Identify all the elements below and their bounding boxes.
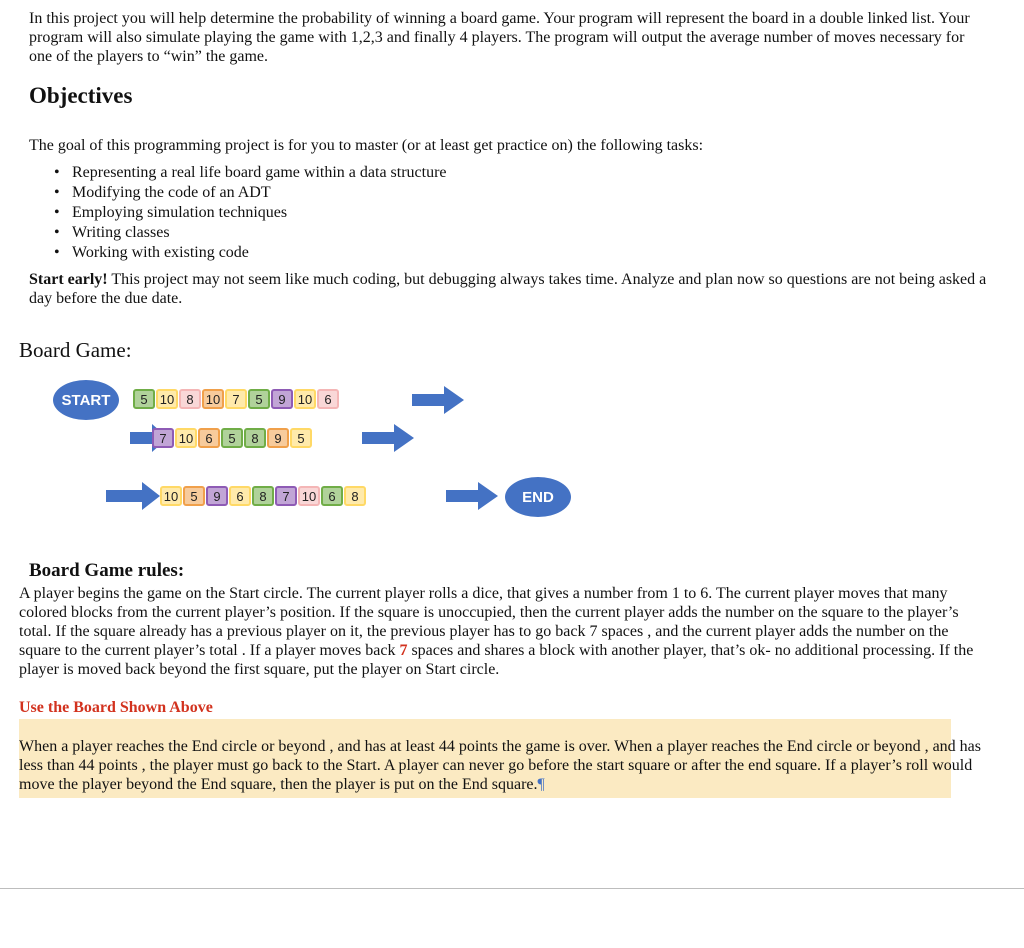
objectives-goal: The goal of this programming project is for you to master (or at least get practice on) the following tasks: <box>29 137 704 154</box>
arrow-right-icon <box>446 481 500 511</box>
rules-text-2: spaces and shares a block with another player, that’s ok- no additional processing. If the player is moved back beyond the first square, put the player on Start circle. <box>19 642 974 678</box>
start-early-text: This project may not seem like much coding, but debugging always takes time. Analyze and plan now so questions are not being asked a day before the due date. <box>29 271 987 307</box>
objective-item: • Writing classes <box>54 223 447 243</box>
board-square: 6 <box>229 486 251 506</box>
board-square: 6 <box>321 486 343 506</box>
objective-item: • Employing simulation techniques <box>54 203 447 223</box>
board-square: 10 <box>202 389 224 409</box>
rules-text-1: A player begins the game on the Start circle. The current player rolls a dice, that gives a number from 1 to 6. The current player moves that many colored blocks from the current player’s position. If the square is unoccupied, then the current player adds the number on the square to the player’s total. If the square already has a previous player on it, the previous player has to go back 7 spaces , and the current player adds the number on the square to the current player’s total . If a player moves back <box>19 585 959 659</box>
board-square: 9 <box>271 389 293 409</box>
board-row-3 <box>160 486 367 506</box>
objectives-heading: Objectives <box>29 83 133 108</box>
board-square: 5 <box>183 486 205 506</box>
end-label: END <box>522 488 554 506</box>
board-row-1 <box>133 389 340 409</box>
board-square: 5 <box>290 428 312 448</box>
objective-item: • Modifying the code of an ADT <box>54 183 447 203</box>
board-row-2 <box>152 428 313 448</box>
board-square: 5 <box>221 428 243 448</box>
start-early-paragraph <box>29 270 989 308</box>
rules-paragraph <box>19 584 984 679</box>
board-title: Board Game: <box>19 338 132 362</box>
board-square: 5 <box>133 389 155 409</box>
board-square: 9 <box>267 428 289 448</box>
board-square: 7 <box>275 486 297 506</box>
board-square: 6 <box>317 389 339 409</box>
objective-item: • Representing a real life board game within a data structure <box>54 163 447 183</box>
arrow-right-icon <box>106 481 162 511</box>
rules-heading: Board Game rules: <box>29 560 185 581</box>
end-rule-paragraph <box>19 737 984 794</box>
objectives-list <box>54 163 447 263</box>
end-rule-text: When a player reaches the End circle or beyond , and has at least 44 points the game is over. When a player reaches the End circle or beyond , and has less than 44 points , the player must go back to the Start. A player can never go before the start square or after the end square. If a player’s roll would move the player beyond the End square, then the player is put on the End square. <box>19 738 981 793</box>
use-board-note: Use the Board Shown Above <box>19 699 213 716</box>
board-square: 10 <box>156 389 178 409</box>
start-early-bold: Start early! <box>29 271 108 288</box>
board-square: 8 <box>179 389 201 409</box>
board-square: 5 <box>248 389 270 409</box>
board-square: 8 <box>252 486 274 506</box>
start-label: START <box>61 391 111 409</box>
board-square: 10 <box>175 428 197 448</box>
rules-emph-seven: 7 <box>399 642 408 659</box>
pilcrow-icon: ¶ <box>537 776 545 793</box>
board-square: 9 <box>206 486 228 506</box>
board-square: 8 <box>344 486 366 506</box>
arrow-right-icon <box>362 423 416 453</box>
board-square: 7 <box>225 389 247 409</box>
board-square: 8 <box>244 428 266 448</box>
board-square: 6 <box>198 428 220 448</box>
board-square: 10 <box>298 486 320 506</box>
board-square: 7 <box>152 428 174 448</box>
bottom-divider <box>0 888 1024 889</box>
objective-item: • Working with existing code <box>54 243 447 263</box>
board-square: 10 <box>160 486 182 506</box>
intro-paragraph: In this project you will help determine the probability of winning a board game. Your program will represent the board in a double linked list. Your program will also simulate playing the game with 1,2,3 and finally 4 players. The program will output the average number of moves necessary for one of the players to “win” the game. <box>29 10 970 65</box>
end-circle <box>505 477 571 517</box>
arrow-right-icon <box>412 385 466 415</box>
start-circle <box>53 380 119 420</box>
board-square: 10 <box>294 389 316 409</box>
